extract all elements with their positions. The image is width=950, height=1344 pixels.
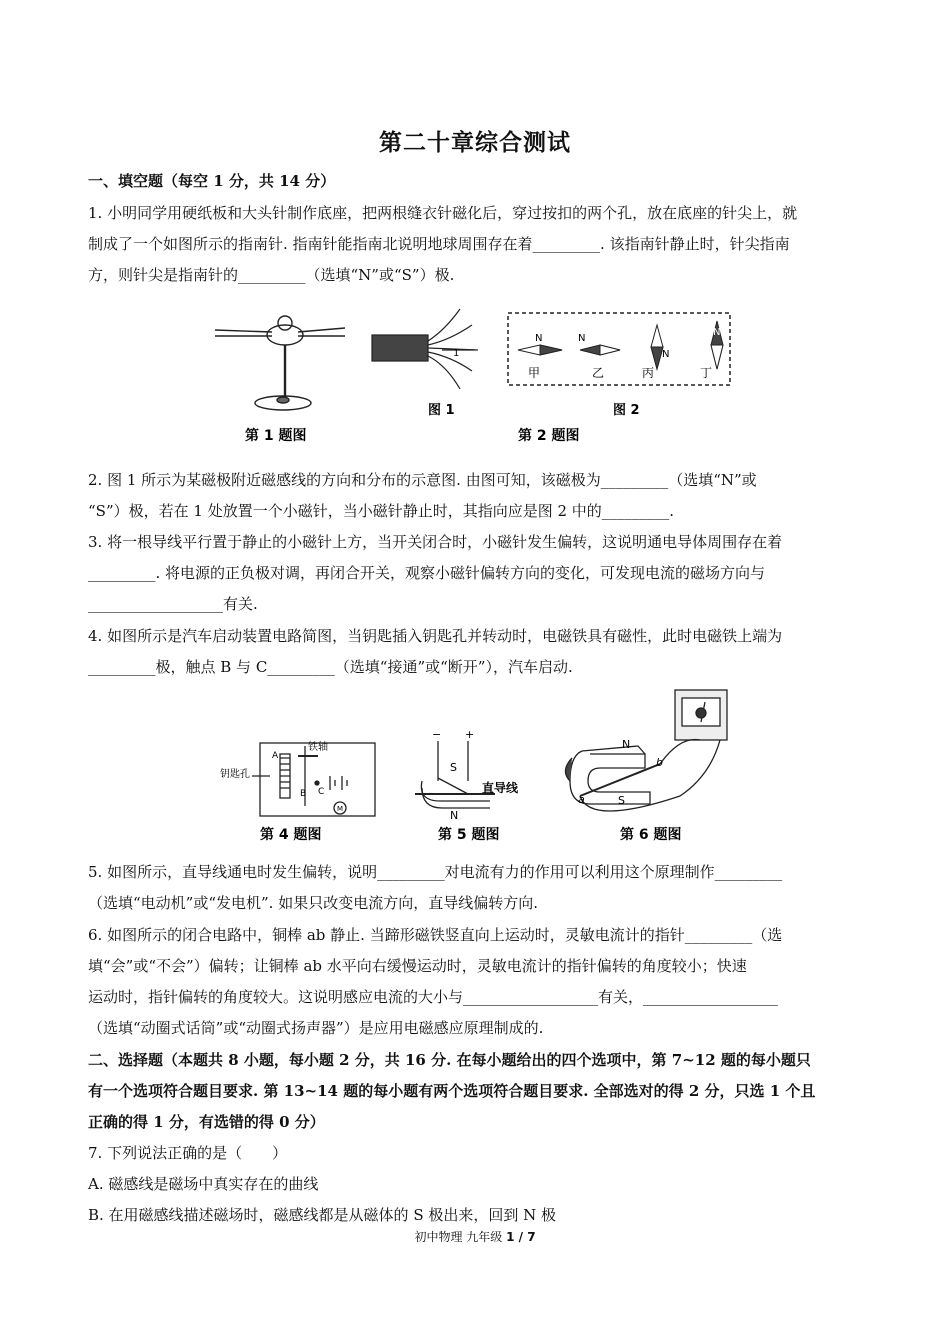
- rod-end-a-label: a: [578, 793, 585, 806]
- car-start-circuit-figure: [252, 743, 375, 816]
- figure-q2-caption: 第 2 题图: [518, 428, 580, 444]
- magnet-n-label: N: [450, 809, 459, 822]
- question-4-line-1: 4. 如图所示是汽车启动装置电路简图，当钥匙插入钥匙孔并转动时，电磁铁具有磁性，此时电磁铁上端为: [88, 627, 783, 645]
- magnet-n-pole-label: N: [622, 738, 631, 751]
- section-heading-choice-line-3: 正确的得 1 分，有选错的得 0 分）: [88, 1113, 325, 1131]
- question-7-option-b: B. 在用磁感线描述磁场时，磁感线都是从磁体的 S 极出来，回到 N 极: [88, 1206, 557, 1224]
- question-6-line-4: （选填“动圈式话筒”或“动圈式扬声器”）是应用电磁感应原理制成的.: [88, 1019, 544, 1037]
- page-title: 第二十章综合测试: [379, 129, 571, 156]
- question-6-line-1: 6. 如图所示的闭合电路中，铜棒 ab 静止. 当蹄形磁铁竖直向上运动时，灵敏电流计的指针_________（选: [88, 926, 783, 944]
- terminal-minus-label: −: [432, 728, 442, 741]
- question-5-line-2: （选填“电动机”或“发电机”. 如果只改变电流方向，直导线偏转方向.: [88, 894, 538, 912]
- figure-row-q1-q2: [210, 305, 740, 447]
- question-1-line-2: 制成了一个如图所示的指南针. 指南针能指南北说明地球周围存在着_________. 该指南针静止时，针尖指南: [88, 235, 790, 253]
- point-1-label: 1: [453, 348, 460, 359]
- magnet-s-pole-label: S: [618, 794, 625, 807]
- question-3-line-3: __________________有关.: [88, 595, 258, 613]
- question-6-line-2: 填“会”或“不会”）偏转；让铜棒 ab 水平向右缓慢运动时，灵敏电流计的指针偏转的角度较小；快速: [88, 957, 747, 975]
- key-hole-label: 钥匙孔: [220, 769, 250, 780]
- compass-jia-n-label: N: [535, 333, 543, 344]
- rod-end-b-label: b: [656, 756, 663, 769]
- figure-1-label: 图 1: [428, 403, 455, 418]
- figure-row-q4-q6: [210, 686, 730, 850]
- question-2-line-1: 2. 图 1 所示为某磁极附近磁感线的方向和分布的示意图. 由图可知，该磁极为_________（选填“N”或: [88, 471, 757, 489]
- question-1-line-1: 1. 小明同学用硬纸板和大头针制作底座，把两根缝衣针磁化后，穿过按扣的两个孔，放在底座的针尖上，就: [88, 204, 798, 222]
- question-2-line-2: “S”）极，若在 1 处放置一个小磁针，当小磁针静止时，其指向应是图 2 中的_________.: [88, 502, 675, 520]
- compass-bing-n-label: N: [662, 349, 670, 360]
- terminal-plus-label: +: [465, 728, 475, 741]
- magnet-s-label: S: [450, 761, 457, 774]
- question-4-line-2: _________极，触点 B 与 C_________（选填“接通”或“断开”），汽车启动.: [88, 658, 573, 676]
- compass-options-figure: [518, 321, 723, 369]
- question-5-line-1: 5. 如图所示，直导线通电时发生偏转，说明_________对电流有力的作用可以利用这个原理制作_________: [88, 863, 783, 881]
- figure-q6-caption: 第 6 题图: [620, 827, 682, 843]
- page-number: 1 / 7: [506, 1230, 536, 1244]
- section-heading-choice-line-2: 有一个选项符合题目要求. 第 13~14 题的每小题有两个选项符合题目要求. 全部选对的得 2 分，只选 1 个且: [88, 1082, 816, 1100]
- footer-course-label: 初中物理 九年级: [414, 1230, 503, 1244]
- magnet-field-lines-figure: [372, 309, 478, 389]
- straight-wire-label: 直导线: [482, 781, 519, 795]
- figure-q5-caption: 第 5 题图: [438, 827, 500, 843]
- iron-rod-label: 铁轴: [308, 742, 328, 753]
- figure-q1-caption: 第 1 题图: [245, 428, 307, 444]
- section-heading-fill-blank: 一、填空题（每空 1 分，共 14 分）: [88, 172, 336, 190]
- page-footer: [0, 1228, 950, 1245]
- section-heading-choice-line-1: 二、选择题（本题共 8 小题，每小题 2 分，共 16 分. 在每小题给出的四个选项中，第 7~12 题的每小题只: [88, 1051, 811, 1069]
- compass-label-jia: 甲: [528, 366, 541, 380]
- contact-b-label: B: [300, 789, 307, 799]
- figure-q4-caption: 第 4 题图: [260, 827, 322, 843]
- question-6-line-3: 运动时，指针偏转的角度较大。这说明感应电流的大小与__________________有关，__________________: [88, 988, 779, 1006]
- compass-ding-n-label: N: [713, 327, 721, 338]
- contact-c-label: C: [318, 787, 325, 797]
- compass-label-yi: 乙: [592, 366, 605, 380]
- question-3-line-2: _________. 将电源的正负极对调，再闭合开关，观察小磁针偏转方向的变化，可发现电流的磁场方向与: [88, 564, 766, 582]
- homemade-compass-figure: [215, 316, 345, 410]
- question-3-line-1: 3. 将一根导线平行置于静止的小磁针上方，当开关闭合时，小磁针发生偏转，这说明通电导体周围存在着: [88, 533, 783, 551]
- galvanometer-induction-figure: [565, 690, 727, 811]
- question-1-line-3: 方，则针尖是指南针的_________（选填“N”或“S”）极.: [88, 266, 455, 284]
- motor-label: M: [337, 805, 344, 813]
- question-7-stem: 7. 下列说法正确的是（ ）: [88, 1144, 288, 1162]
- compass-label-ding: 丁: [700, 366, 713, 380]
- compass-yi-n-label: N: [578, 333, 586, 344]
- horseshoe-magnet-wire-figure: [415, 741, 495, 808]
- question-7-option-a: A. 磁感线是磁场中真实存在的曲线: [88, 1175, 319, 1193]
- contact-a-label: A: [272, 751, 279, 761]
- figure-2-label: 图 2: [613, 403, 640, 418]
- compass-label-bing: 丙: [642, 366, 655, 380]
